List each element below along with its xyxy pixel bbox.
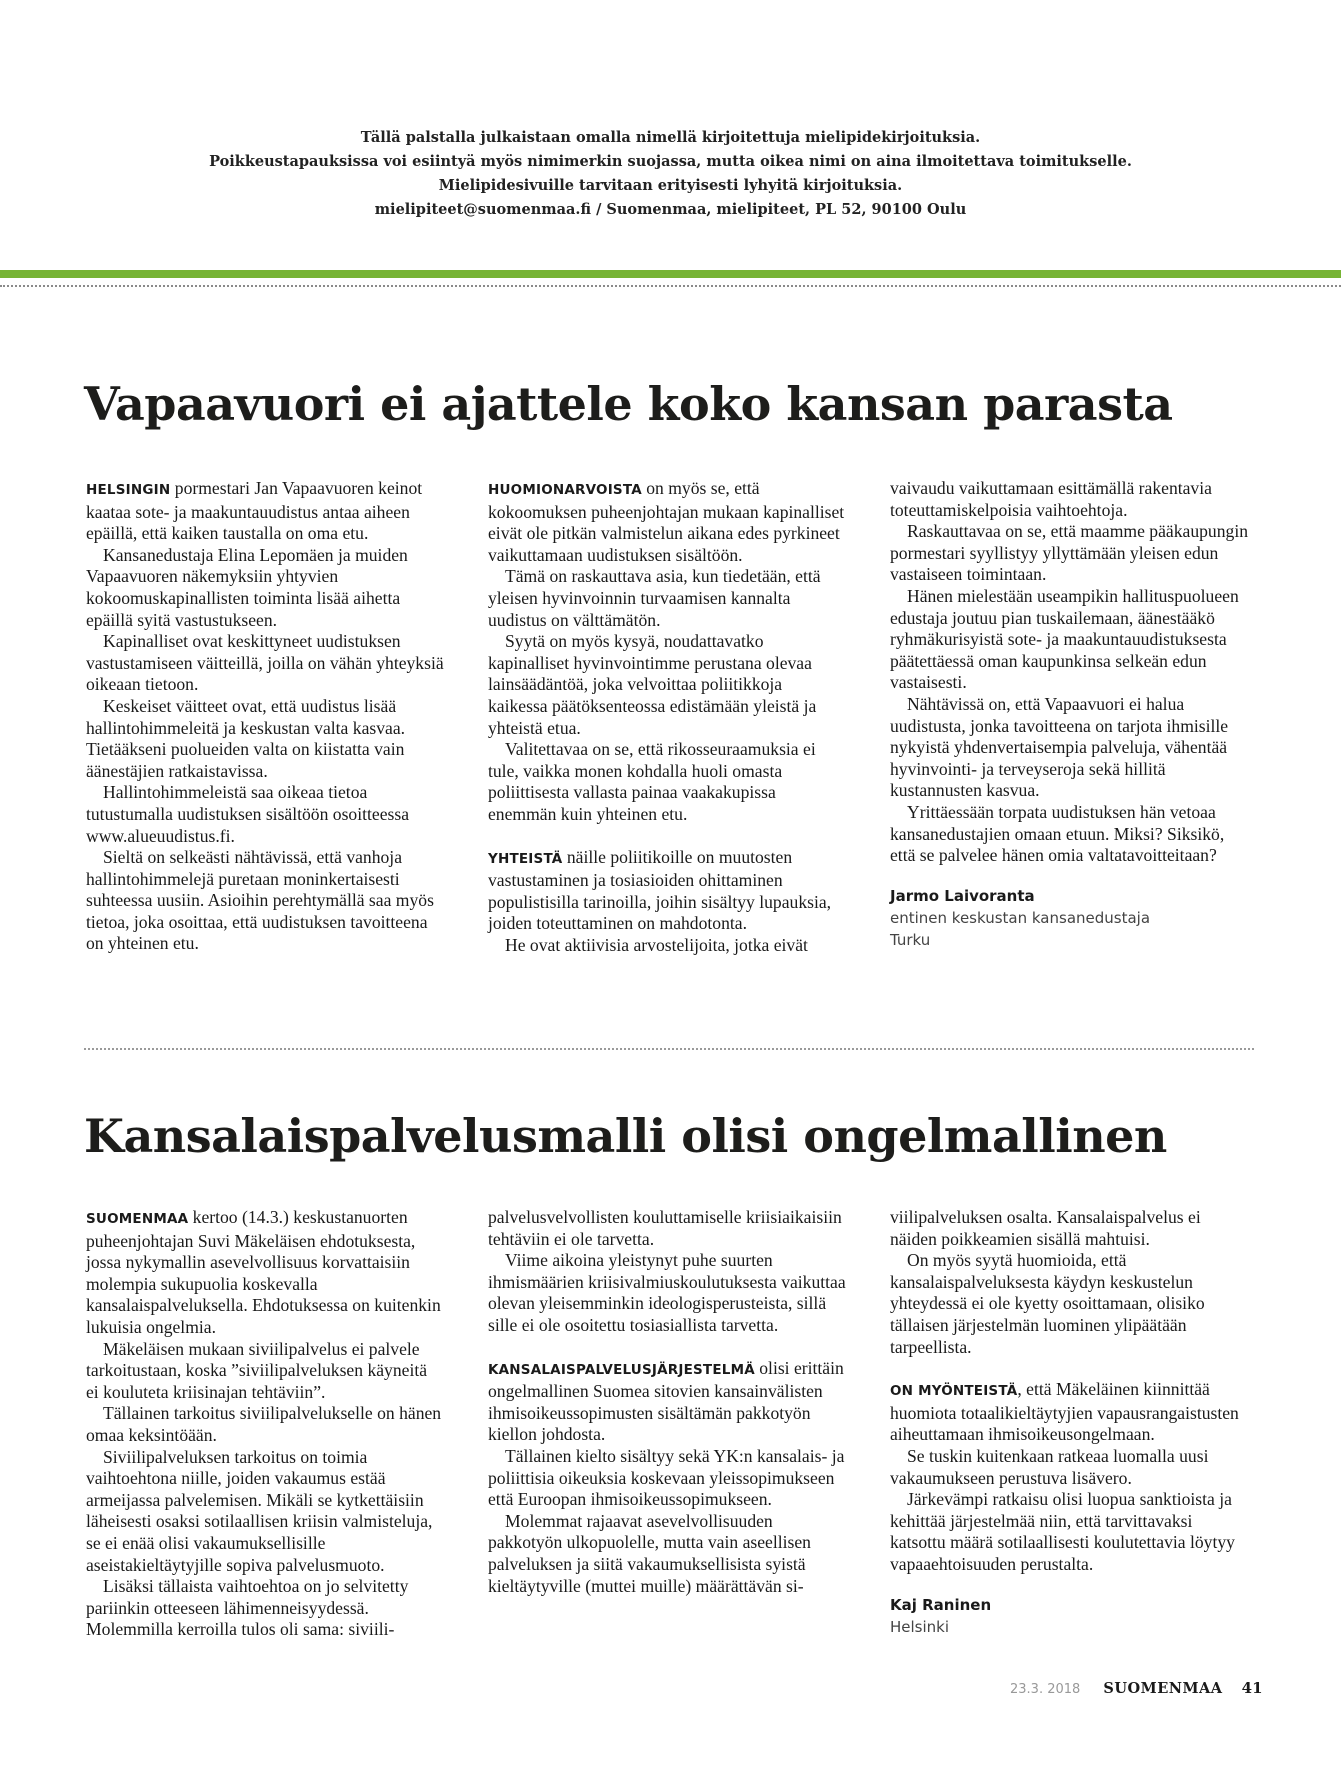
paragraph: Sieltä on selkeästi nähtävissä, että vanhoja hallintohimmelejä puretaan moninkertaisesti suhteessa uusiin. Asioihin perehtymällä saa myös tietoa, joka osoittaa, että uudistuksen tavoitteena on yhteinen etu. [86, 847, 434, 954]
paragraph-text: näille poliitikoille on muutosten vastustaminen ja tosiasioiden ohittaminen populistisilla tarinoilla, joihin sisältyy lupauksia, joiden toteuttaminen on mahdotonta. [488, 846, 832, 934]
paragraph-text: on myös se, että kokoomuksen puheenjohtajan mukaan kapinalliset eivät ole pitkän valmistelun aikana edes pyrkineet vaikuttamaan uudistuksen sisältöön. [488, 478, 845, 565]
lead-word: YHTEISTÄ [488, 850, 563, 867]
paragraph: Viime aikoina yleistynyt puhe suurten ihmismäärien kriisivalmiuskoulutuksesta vaikuttaa olevan yleisemminkin ideologisperusteista, sillä sille ei ole osoitettu tosiasiallista tarvetta. [488, 1250, 846, 1335]
paragraph: He ovat aktiivisia arvostelijoita, jotka eivät [505, 934, 808, 955]
paragraph: Raskauttavaa on se, että maamme pääkaupungin pormestari syyllistyy yllyttämään yleisen edun vastaiseen toimintaan. [890, 521, 1248, 585]
signature [890, 885, 1248, 951]
lead-word: ON MYÖNTEISTÄ [890, 1383, 1018, 1400]
paragraph-text: olisi erittäin ongelmallinen Suomea sitovien kansainvälisten ihmisoikeussopimusten sisältämän pakkotyön kiellon johdosta. [488, 1357, 844, 1445]
paragraph: Mäkeläisen mukaan siviilipalvelus ei palvele tarkoitustaan, koska ”siviilipalveluksen käyneitä ei kouluteta kriisinajan tehtäviin”. [86, 1338, 428, 1402]
paragraph: Syytä on myös kysyä, noudattavatko kapinalliset hyvinvointimme perustana olevaa lainsäädäntöä, joka velvoittaa poliitikkoja kaikessa päätöksenteossa edistämään yleistä ja yhteistä etua. [488, 631, 817, 738]
paragraph: Lisäksi tällaista vaihtoehtoa on jo selvitetty pariinkin otteeseen lähimenneisyydessä. Molemmilla kerroilla tulos oli sama: siviili- [86, 1576, 409, 1640]
paragraph: Tällainen kielto sisältyy sekä YK:n kansalais- ja poliittisia oikeuksia koskevaan yleissopimukseen että Euroopan ihmisoikeussopimukseen. [488, 1445, 845, 1510]
paragraph [488, 478, 846, 566]
lead-word: KANSALAISPALVELUSJÄRJESTELMÄ [488, 1361, 755, 1378]
intro-line: Poikkeustapauksissa voi esiintyä myös nimimerkin suojassa, mutta oikea nimi on aina ilmoitettava toimitukselle. [209, 153, 1132, 170]
paragraph: Molemmat rajaavat asevelvollisuuden pakkotyön ulkopuolelle, mutta vain aseellisen palveluksen ja siitä vakaumuksellisista syistä kieltäytyville (muttei muille) määrättävän si- [488, 1510, 811, 1596]
paragraph: Kansanedustaja Elina Lepomäen ja muiden Vapaavuoren näkemyksiin yhtyvien kokoomuskapinallisten toiminta lisää aihetta epäillä syitä vastustukseen. [86, 544, 408, 630]
paragraph: Nähtävissä on, että Vapaavuori ei halua uudistusta, jonka tavoitteena on tarjota ihmisille nykyistä yhdenvertaisempia palveluja, vähentää hyvinvointi- ja terveyseroja sekä hillitä kustannusten kasvua. [890, 693, 1229, 801]
author-name: Jarmo Laivoranta [890, 886, 1035, 905]
intro-line: Tällä palstalla julkaistaan omalla nimellä kirjoitettuja mielipidekirjoituksia. [360, 129, 981, 146]
paragraph: Keskeiset väitteet ovat, että uudistus lisää hallintohimmeleitä ja keskustan valta kasvaa. Tietääkseni puolueiden valta on kiistatta vain äänestäjien ratkaistavissa. [86, 695, 406, 781]
paragraph: vaivaudu vaikuttamaan esittämällä rakentavia toteuttamiskelpoisia vaihtoehtoja. [890, 478, 1212, 520]
author-place: Helsinki [890, 1617, 950, 1636]
paragraph [890, 1379, 1248, 1446]
paragraph [86, 478, 444, 545]
paragraph [86, 1207, 444, 1339]
paragraph: Yrittäessään torpata uudistuksen hän vetoaa kansanedustajien omaan etuun. Miksi? Siksikö, että se palvelee hänen omia valtatavoitteitaan? [890, 801, 1225, 866]
paragraph: Kapinalliset ovat keskittyneet uudistuksen vastustamiseen väitteillä, joilla on vähän yhteyksiä oikeaan tietoon. [86, 631, 444, 695]
paragraph: Siviilipalveluksen tarkoitus on toimia vaihtoehtona niille, joiden vakaumus estää armeijassa palvelemisen. Mikäli se kytkettäisiin läheisesti osaksi sotilaallisen kriisin valmisteluja, se ei enää olisi vakaumuksellisille aseistakieltäytyjille sopiva palvelusmuoto. [86, 1446, 433, 1575]
article1-headline: Vapaavuori ei ajattele koko kansan parasta [84, 377, 1173, 431]
paragraph: Järkevämpi ratkaisu olisi luopua sanktioista ja kehittää järjestelmää niin, että tarvittavaksi katsottu määrä sotilaallisesti koulutettavia löytyy vapaaehtoisuuden perustalta. [890, 1489, 1235, 1574]
paragraph-text: , että Mäkeläinen kiinnittää huomiota totaalikieltäytyjien vapausrangaistusten aiheuttamaan ihmisoikeusongelmaan. [890, 1379, 1239, 1445]
article1-column-1 [86, 478, 444, 955]
article1-column-2 [488, 478, 846, 956]
paragraph: Valitettavaa on se, että rikosseuraamuksia ei tule, vaikka monen kohdalla huoli omasta poliittisesta vallasta painaa vaakakupissa enemmän kuin yhteinen etu. [488, 739, 816, 824]
article2-column-1 [86, 1207, 444, 1641]
paragraph: Hallintohimmeleistä saa oikeaa tietoa tutustumalla uudistuksen sisältöön osoitteessa www.alueuudistus.fi. [86, 782, 410, 846]
article1-column-3 [890, 478, 1248, 951]
author-place: Turku [890, 930, 931, 949]
paragraph [488, 1358, 846, 1446]
intro-contact-line: mielipiteet@suomenmaa.fi / Suomenmaa, mielipiteet, PL 52, 90100 Oulu [374, 201, 967, 218]
author-role: entinen keskustan kansanedustaja [890, 908, 1151, 927]
paragraph [488, 847, 846, 935]
signature [890, 1594, 1248, 1638]
paragraph: On myös syytä huomioida, että kansalaispalveluksesta käydyn keskustelun yhteydessä ei ole kyetty osoittamaan, olisiko tällaisen järjestelmän luominen ylipäätään tarpeellista. [890, 1250, 1205, 1357]
green-divider [0, 270, 1341, 278]
article2-column-2 [488, 1207, 846, 1597]
lead-word: HUOMIONARVOISTA [488, 482, 642, 498]
page-footer [1010, 1678, 1263, 1697]
lead-word: SUOMENMAA [86, 1211, 189, 1227]
paragraph: Tämä on raskauttava asia, kun tiedetään, että yleisen hyvinvoinnin turvaamisen kannalta uudistus on välttämätön. [488, 566, 821, 630]
paragraph: Tällainen tarkoitus siviilipalvelukselle on hänen omaa keksintöään. [86, 1403, 442, 1445]
intro-line: Mielipidesivuille tarvitaan erityisesti lyhyitä kirjoituksia. [438, 177, 903, 194]
paragraph-text: kertoo (14.3.) keskustanuorten puheenjohtajan Suvi Mäkeläisen ehdotuksesta, jossa nykymallin asevelvollisuus korvattaisiin molempia sukupuolia koskevalla kansalaispalveluksella. Ehdotuksessa on kuitenkin lukuisia ongelmia. [86, 1207, 441, 1337]
article2-headline: Kansalaispalvelusmalli olisi ongelmallinen [84, 1109, 1167, 1163]
intro-notice [0, 126, 1341, 222]
dotted-divider-mid [84, 1048, 1254, 1050]
paragraph: viilipalveluksen osalta. Kansalaispalvelus ei näiden poikkeamien sisällä mahtuisi. [890, 1207, 1201, 1249]
paragraph: Se tuskin kuitenkaan ratkeaa luomalla uusi vakaumukseen perustuva lisävero. [890, 1445, 1209, 1488]
author-name: Kaj Raninen [890, 1595, 992, 1614]
lead-word: HELSINGIN [86, 482, 171, 498]
article2-column-3 [890, 1207, 1248, 1638]
paragraph: Hänen mielestään useampikin hallituspuolueen edustaja joutuu pian tuskailemaan, äänestääkö ryhmäkurisyistä sote- ja maakuntauudistuksesta päätettäessä oman kaupunkinsa selkeän edun vastaisesti. [890, 585, 1239, 693]
paragraph: palvelusvelvollisten kouluttamiselle kriisiaikaisiin tehtäviin ei ole tarvetta. [488, 1207, 842, 1249]
publication-name: SUOMENMAA [1103, 1680, 1223, 1697]
page-number: 41 [1241, 1679, 1263, 1697]
issue-date: 23.3. 2018 [1010, 1682, 1081, 1697]
paragraph-text: pormestari Jan Vapaavuoren keinot kaataa sote- ja maakuntauudistus antaa aiheen epäillä, että kaiken taustalla on oma etu. [86, 478, 423, 544]
dotted-divider [0, 285, 1341, 287]
